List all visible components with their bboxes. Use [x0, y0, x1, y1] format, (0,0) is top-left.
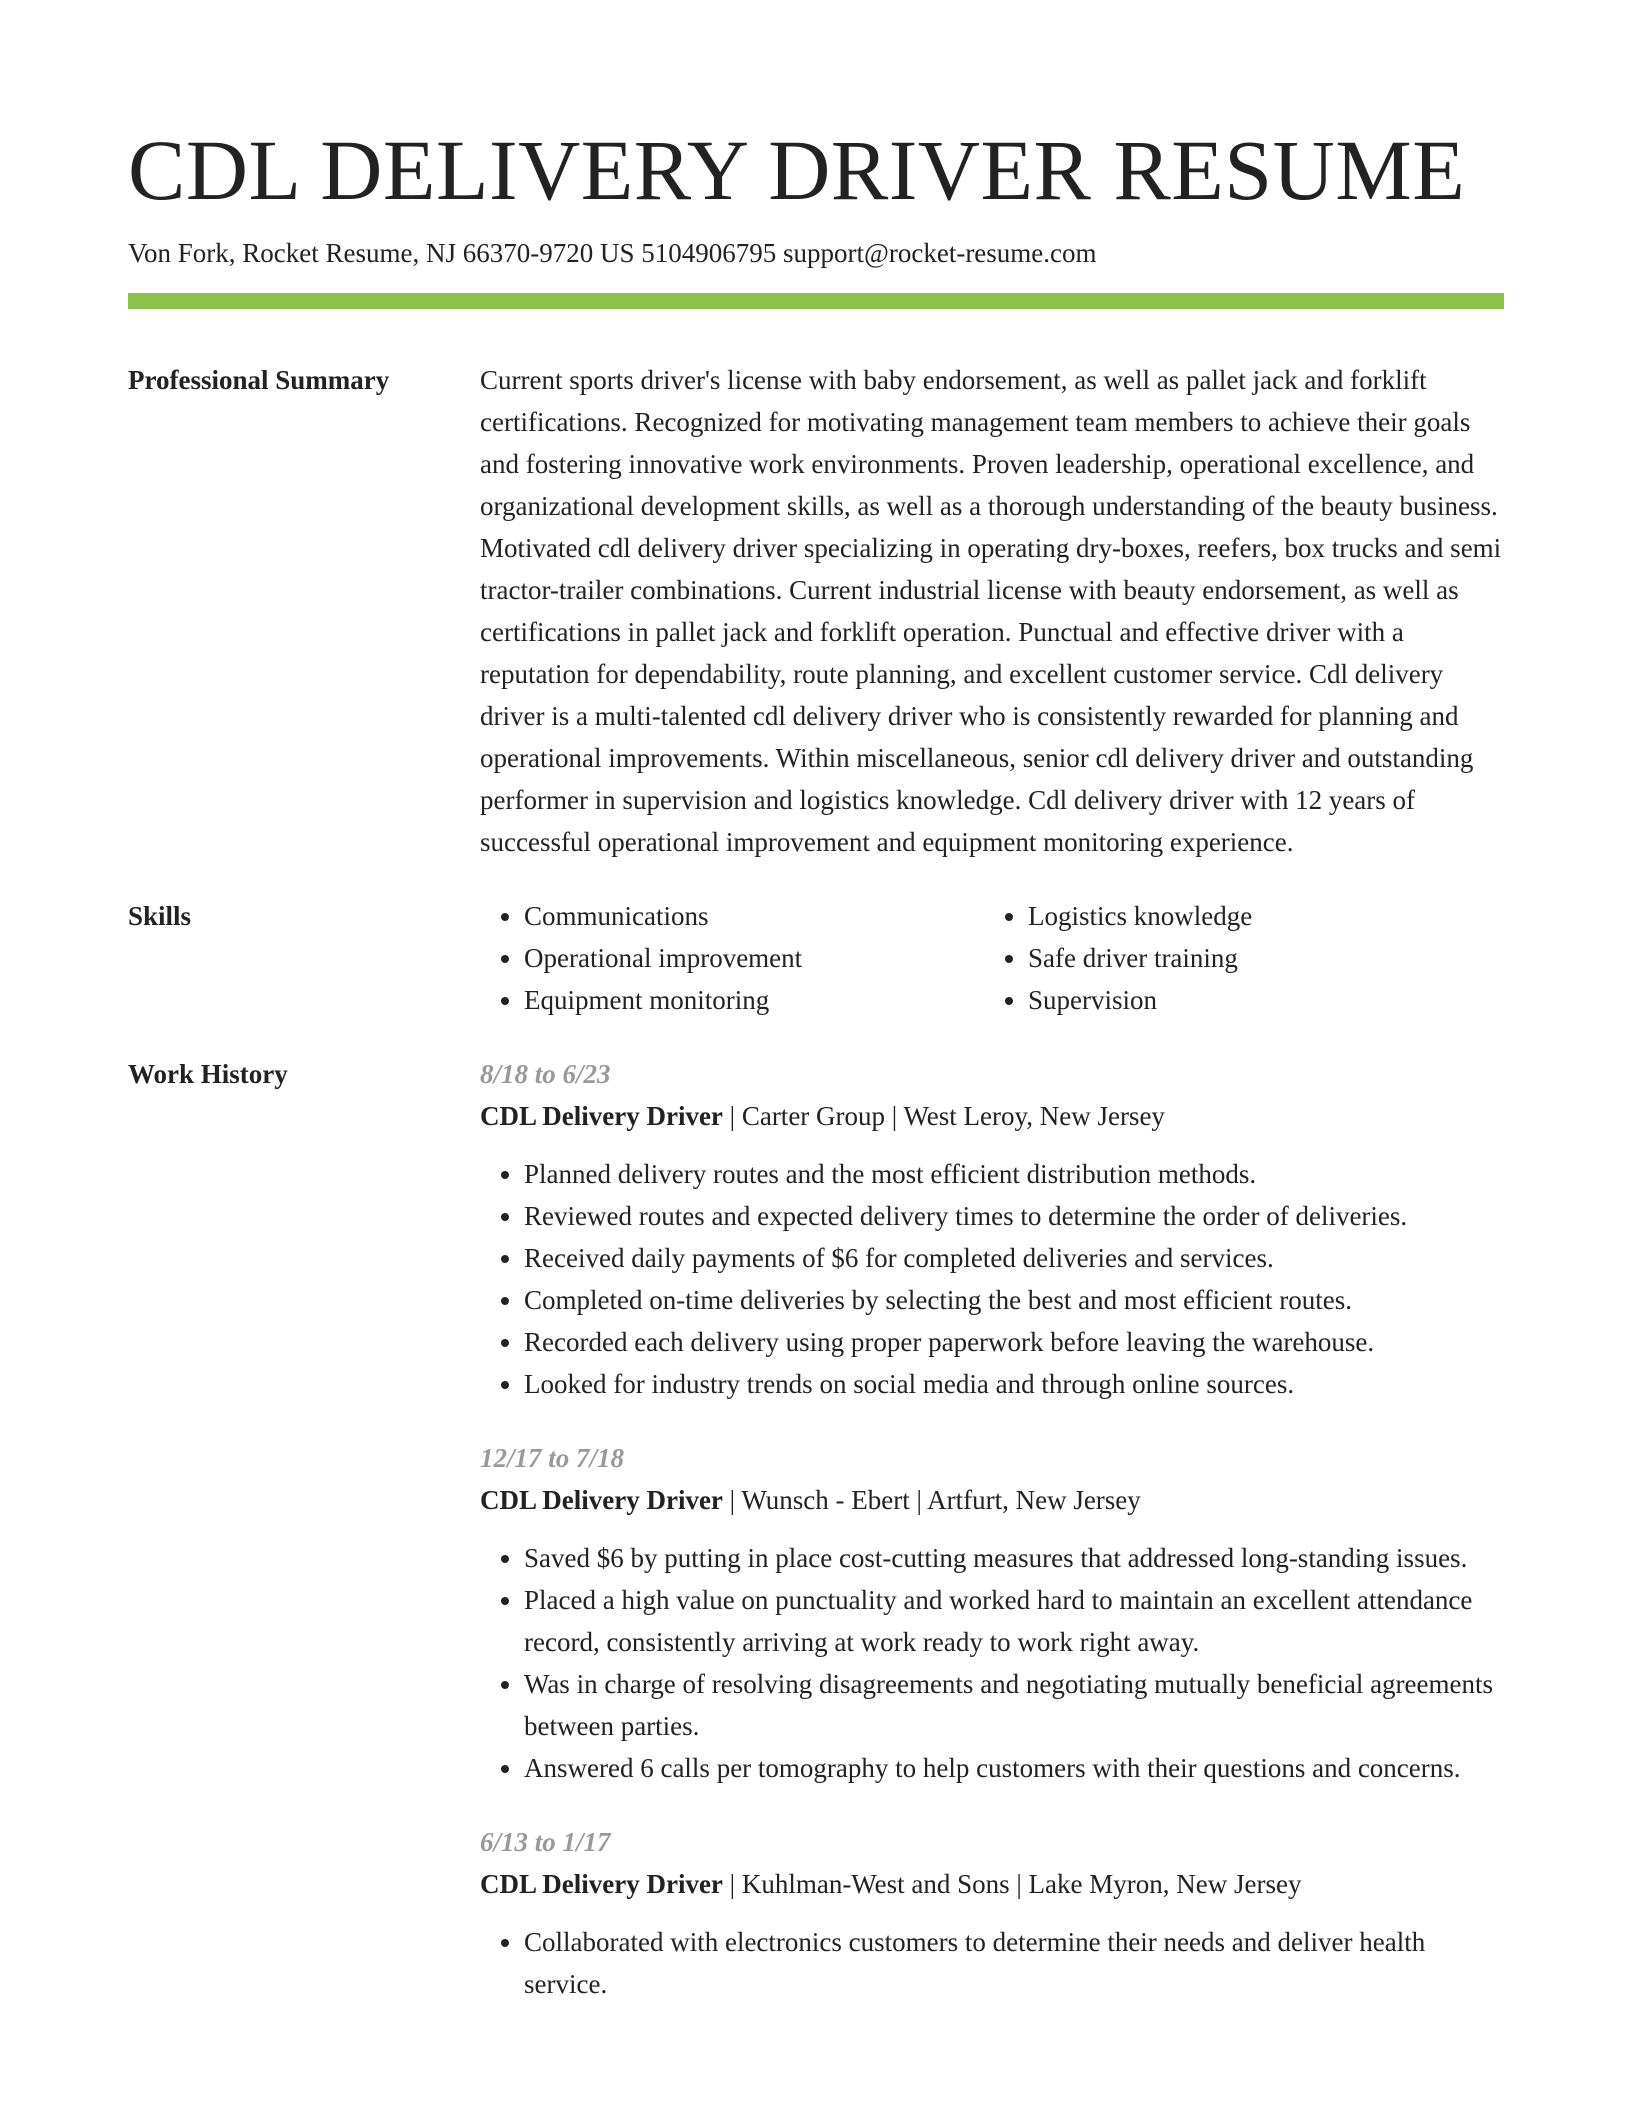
accent-divider: [128, 293, 1504, 309]
section-label-skills: Skills: [128, 901, 192, 931]
duty-item: • Completed on-time deliveries by selecting the best and most efficient routes.: [524, 1279, 1504, 1321]
job-entry: [480, 1053, 1504, 1405]
job-duties-list: [480, 1153, 1504, 1405]
job-entry: [480, 1821, 1504, 2005]
skill-item: • Equipment monitoring: [524, 979, 984, 1021]
job-dates: 12/17 to 7/18: [480, 1443, 625, 1473]
skill-item: • Supervision: [1028, 979, 1488, 1021]
job-duties-list: [480, 1537, 1504, 1789]
duty-item: • Was in charge of resolving disagreements and negotiating mutually beneficial agreements between parties.: [524, 1663, 1504, 1747]
job-header: [480, 1095, 1504, 1137]
duty-item: • Placed a high value on punctuality and worked hard to maintain an excellent attendance record, consistently arriving at work ready to work right away.: [524, 1579, 1504, 1663]
job-employer-location: | Carter Group | West Leroy, New Jersey: [722, 1101, 1165, 1131]
skill-item: • Logistics knowledge: [1028, 895, 1488, 937]
duty-item: • Answered 6 calls per tomography to help customers with their questions and concerns.: [524, 1747, 1504, 1789]
skill-item: • Safe driver training: [1028, 937, 1488, 979]
summary-text: Current sports driver's license with baby endorsement, as well as pallet jack and forklift certifications. Recognized for motivating management team members to achieve their goals and fostering innovative work environments. Proven leadership, operational excellence, and organizational development skills, as well as a thorough understanding of the beauty business. Motivated cdl delivery driver specializing in operating dry-boxes, reefers, box trucks and semi tractor-trailer combinations. Current industrial license with beauty endorsement, as well as certifications in pallet jack and forklift operation. Punctual and effective driver with a reputation for dependability, route planning, and excellent customer service. Cdl delivery driver is a multi-talented cdl delivery driver who is consistently rewarded for planning and operational improvements. Within miscellaneous, senior cdl delivery driver and outstanding performer in supervision and logistics knowledge. Cdl delivery driver with 12 years of successful operational improvement and equipment monitoring experience.: [480, 365, 1502, 857]
duty-item: • Recorded each delivery using proper paperwork before leaving the warehouse.: [524, 1321, 1504, 1363]
duty-item: • Looked for industry trends on social media and through online sources.: [524, 1363, 1504, 1405]
job-title: CDL Delivery Driver: [480, 1869, 723, 1899]
job-duties-list: [480, 1921, 1504, 2005]
resume-title: CDL DELIVERY DRIVER RESUME: [128, 122, 1466, 218]
skills-list-right: [984, 895, 1488, 1021]
section-label-summary: Professional Summary: [128, 365, 390, 395]
skill-item: • Operational improvement: [524, 937, 984, 979]
duty-item: • Collaborated with electronics customers to determine their needs and deliver health service.: [524, 1921, 1504, 2005]
job-header: [480, 1863, 1504, 1905]
job-dates: 8/18 to 6/23: [480, 1059, 611, 1089]
contact-line: Von Fork, Rocket Resume, NJ 66370-9720 US 5104906795 support@rocket-resume.com: [128, 238, 1097, 268]
job-employer-location: | Kuhlman-West and Sons | Lake Myron, New Jersey: [722, 1869, 1302, 1899]
resume-page: [128, 0, 1504, 2037]
job-dates: 6/13 to 1/17: [480, 1827, 611, 1857]
duty-item: • Reviewed routes and expected delivery times to determine the order of deliveries.: [524, 1195, 1504, 1237]
section-label-work-history: Work History: [128, 1059, 288, 1089]
duty-item: • Planned delivery routes and the most efficient distribution methods.: [524, 1153, 1504, 1195]
job-employer-location: | Wunsch - Ebert | Artfurt, New Jersey: [722, 1485, 1141, 1515]
duty-item: • Received daily payments of $6 for completed deliveries and services.: [524, 1237, 1504, 1279]
skills-list-left: [480, 895, 984, 1021]
job-title: CDL Delivery Driver: [480, 1485, 723, 1515]
job-header: [480, 1479, 1504, 1521]
job-title: CDL Delivery Driver: [480, 1101, 723, 1131]
skills-section: [128, 895, 1504, 1021]
work-history-section: [128, 1053, 1504, 2037]
job-entry: [480, 1437, 1504, 1789]
skill-item: • Communications: [524, 895, 984, 937]
professional-summary-section: [128, 359, 1504, 863]
duty-item: • Saved $6 by putting in place cost-cutting measures that addressed long-standing issues.: [524, 1537, 1504, 1579]
